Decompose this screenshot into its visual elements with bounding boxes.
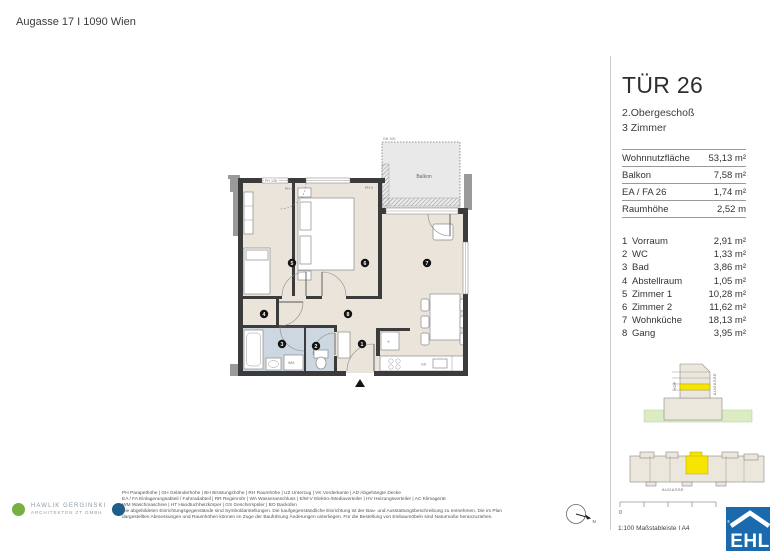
balcony-label: Balkon	[416, 174, 432, 180]
scale-label: 1:100 Maßstableiste I A4	[618, 525, 690, 532]
svg-text:4: 4	[262, 312, 266, 318]
summary-value: 2,52 m	[716, 204, 746, 215]
floor-plan	[228, 134, 472, 392]
room-row	[622, 301, 746, 314]
north-arrow-icon	[562, 501, 602, 529]
architect-subtitle: ARCHITEKTEN ZT GMBH	[31, 510, 103, 515]
svg-text:✳: ✳	[387, 340, 391, 344]
address-header: Augasse 17 I 1090 Wien	[16, 16, 136, 28]
room-name: Vorraum	[632, 236, 668, 247]
highlighted-unit	[686, 456, 708, 474]
room-name: Wohnküche	[632, 315, 682, 327]
room-area: 1,05 m²	[713, 275, 746, 287]
room-num: 5	[622, 288, 628, 300]
legend-line: Die abgebildeten Einrichtungsgegenstände sind Symboldarstellungen. Die kaufgegenständliche Einrichtung ist der Bau- und Ausstattungsbeschreibung zu entnehmen. Die im Plan	[122, 509, 502, 514]
svg-text:6: 6	[363, 261, 367, 267]
washing-machine-label: WM	[288, 361, 295, 365]
room-name: Abstellraum	[632, 275, 683, 287]
scale-bar	[618, 499, 728, 532]
summary-table	[622, 149, 746, 218]
svg-text:8: 8	[346, 312, 350, 318]
summary-value: 1,74 m²	[713, 187, 746, 198]
building-section-diagram	[638, 358, 762, 430]
legend-line: WM Waschmaschine | HT Handtuchheizkörper | GS Geschirrspüler | BO Backofen	[122, 503, 297, 508]
svg-text:3: 3	[280, 342, 284, 348]
summary-row	[622, 166, 746, 183]
summary-value: 53,13 m²	[708, 153, 746, 164]
annotation-ph-door1: PH 0	[285, 187, 293, 191]
room-marker-4	[260, 310, 268, 318]
room-name: Gang	[632, 328, 656, 340]
room-num: 1	[622, 236, 628, 247]
room-marker-3	[278, 340, 286, 348]
room-area: 3,86 m²	[713, 262, 746, 274]
svg-text:5: 5	[290, 261, 294, 267]
room-area: 18,13 m²	[708, 315, 746, 327]
highlighted-floor	[680, 384, 710, 390]
room-area: 1,33 m²	[713, 249, 746, 261]
architect-name: HAWLIK GERGINSKI	[31, 503, 107, 509]
architect-green-badge-icon	[12, 503, 25, 516]
room-name: Zimmer 1	[632, 288, 673, 300]
room-num: 7	[622, 315, 628, 327]
info-panel	[622, 72, 746, 341]
room-num: 8	[622, 328, 628, 340]
room-num: 2	[622, 249, 628, 261]
room-row	[622, 327, 746, 340]
annotation-ph-window: PH 135	[265, 178, 277, 183]
annotation-gh: GH 100	[383, 137, 396, 141]
unit-room-count: 3 Zimmer	[622, 122, 667, 134]
summary-row	[622, 200, 746, 218]
summary-label: EA / FA 26	[622, 187, 667, 198]
summary-label: Balkon	[622, 170, 652, 181]
room-row	[622, 288, 746, 301]
room-row	[622, 235, 746, 248]
room-name: WC	[632, 249, 648, 261]
svg-text:7: 7	[425, 261, 429, 267]
legend-text	[122, 491, 572, 521]
ehl-roof-icon	[726, 507, 770, 529]
section-right-label: AUGASSE	[712, 372, 717, 396]
room-area: 11,62 m²	[709, 302, 746, 314]
unit-title: TÜR 26	[622, 72, 704, 98]
balcony	[382, 137, 460, 208]
annotation-ph-door2: PH 0	[365, 186, 373, 190]
room-row	[622, 248, 746, 261]
room-marker-6	[361, 259, 369, 267]
room-row	[622, 314, 746, 327]
room-name: Zimmer 2	[632, 302, 673, 314]
room-name: Bad	[632, 262, 649, 274]
room-area: 10,28 m²	[708, 288, 746, 300]
section-left-label: HOF	[672, 381, 677, 391]
ehl-registered-mark: ®	[727, 519, 730, 524]
room-marker-8	[344, 310, 352, 318]
ehl-wordmark: EHL	[730, 531, 770, 552]
room-marker-5	[288, 259, 296, 267]
site-street-label: AUGASSE	[661, 487, 685, 492]
room-num: 4	[622, 275, 628, 287]
room-num: 6	[622, 302, 628, 314]
svg-text:1: 1	[360, 342, 364, 348]
entrance-arrow-icon	[355, 379, 365, 387]
ehl-logo	[726, 507, 770, 551]
unit-floor: 2.Obergeschoß	[622, 107, 695, 119]
room-row	[622, 275, 746, 288]
architect-logo	[12, 503, 125, 516]
summary-label: Raumhöhe	[622, 204, 669, 215]
legend-line: EA / FA Einlagerungsabteil / Fahrradabteil | RR Regenrohr | WA Wasseranschluss | E/M-V Elektro-/Mediaverteiler | HV Heizungsverteiler | AC Klimagerät	[122, 497, 446, 502]
svg-text:2: 2	[314, 344, 318, 350]
room-row	[622, 261, 746, 274]
summary-row	[622, 183, 746, 200]
dishwasher-label: GS	[421, 362, 427, 367]
legend-line: PH Parapethöhe | GH Geländerhöhe | BH Brüstungshöhe | RH Raumhöhe | UZ Unterzug | VK Vorderkante | AD Abgehängte Decke	[122, 491, 401, 496]
north-label: N	[592, 519, 596, 524]
room-list	[622, 235, 746, 341]
panel-divider-line	[610, 56, 611, 530]
room-marker-2	[312, 342, 320, 350]
room-num: 3	[622, 262, 628, 274]
summary-value: 7,58 m²	[713, 170, 746, 181]
site-plan-diagram	[626, 446, 770, 494]
room-area: 2,91 m²	[713, 236, 746, 247]
room-area: 3,95 m²	[713, 328, 746, 340]
room-marker-7	[423, 259, 431, 267]
scale-zero-label: 0	[619, 510, 623, 515]
legend-line: dargestellten Abmessungen und Raumhöhen können im Zuge der Bauführung Änderungen unterliegen. Für die Bestellung von Einbaumöbeln sind Naturmaße heranzuziehen.	[122, 515, 493, 520]
room-marker-1	[358, 340, 366, 348]
summary-label: Wohnnutzfläche	[622, 153, 690, 164]
summary-row	[622, 149, 746, 166]
